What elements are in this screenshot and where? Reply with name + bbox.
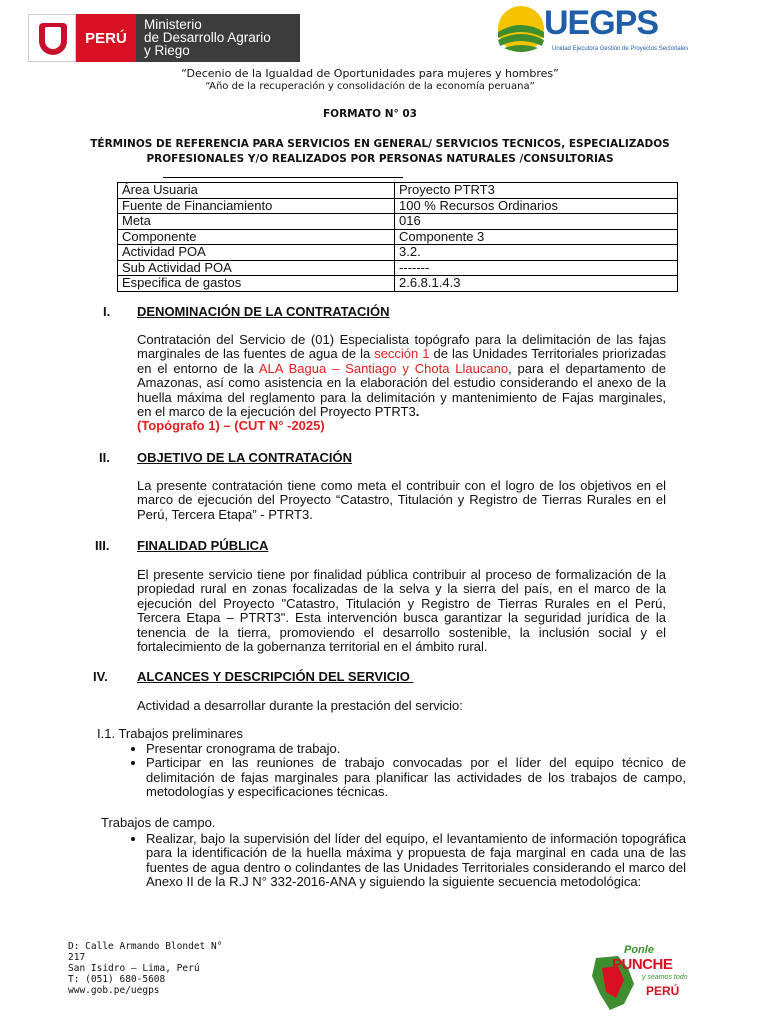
section-3-title: FINALIDAD PÚBLICA [137, 538, 269, 553]
peru-ministry-logo [28, 14, 300, 62]
section-2-text: La presente contratación tiene como meta el contribuir con el logro de los objetivos en el marco de ejecución del Proyecto “Catastro, Titulación y Registro de Tierras Rurales en el Perú, Tercera Etapa” - PTRT3. [137, 478, 666, 522]
ministry-name: Ministerio de Desarrollo Agrario y Riego [136, 14, 300, 62]
uegps-wordmark: UEGPS [544, 4, 659, 42]
section-3-text: El presente servicio tiene por finalidad pública contribuir al proceso de formalización de la propiedad rural en zonas focalizadas de la selva y la sierra del país, en el marco de la ejecución del Proyecto "Catastro, Titulación y Registro de Tierras Rurales en el Perú, Tercera Etapa – PTRT3". Esta intervención busca garantizar la seguridad jurídica de la tenencia de la tierra, promoviendo el desarrollo sostenible, la inclusión social y el fortalecimiento de la gobernanza territorial en el ámbito rural. [137, 567, 666, 655]
list-item: • Realizar, bajo la supervisión del líder del equipo, el levantamiento de información topográfica para la identificación de la huella máxima y propuesta de faja marginal en cada una de las fuentes de agua dentro o colindantes de las Unidades Territoriales considerando el marco del Anexo II de la R.J N° 332-2016-ANA y siguiendo la siguiente secuencia metodológica: [146, 832, 686, 890]
section-1-text: Contratación del Servicio de (01) Especialista topógrafo para la delimitación de las fajas marginales de las fuentes de agua de la sección 1 de las Unidades Territoriales priorizadas en el entorno de la ALA Bagua – Santiago y Chota Llaucano, para el departamento de Amazonas, así como asistencia en la elaboración del estudio considerando el anexo de la huella máxima del reglamento para la delimitación y mantenimiento de Fajas marginales, en el marco de la ejecución del Proyecto PTRT3. (Topógrafo 1) – (CUT N° -2025) [137, 332, 666, 434]
subsection-1-list [126, 742, 686, 800]
table-row: Componente Componente 3 [118, 229, 678, 245]
section-4-title: ALCANCES Y DESCRIPCIÓN DEL SERVICIO [137, 669, 414, 684]
uegps-logo [494, 2, 689, 58]
table-row: Área Usuaria Proyecto PTRT3 [118, 183, 678, 199]
section-1-title: DENOMINACIÓN DE LA CONTRATACIÓN [137, 304, 390, 319]
title-rule [163, 177, 403, 178]
slogan-decade: “Decenio de la Igualdad de Oportunidades para mujeres y hombres” [181, 67, 559, 80]
cut-reference: (Topógrafo 1) – (CUT N° -2025) [137, 418, 325, 434]
uegps-subtitle: Unidad Ejecutora Gestión de Proyectos Sectoriales [552, 46, 689, 52]
slogan-year: “Año de la recuperación y consolidación de la economía peruana” [205, 81, 535, 92]
uegps-emblem-icon [494, 4, 548, 54]
subsection-1-title: I.1. Trabajos preliminares [97, 726, 243, 741]
section-2-title: OBJETIVO DE LA CONTRATACIÓN [137, 450, 352, 465]
section-2-number: II. [99, 450, 110, 465]
section-3-number: III. [95, 538, 110, 553]
section-4-intro: Actividad a desarrollar durante la prestación del servicio: [137, 698, 463, 713]
table-row: Sub Actividad POA ------- [118, 260, 678, 276]
peru-label: PERÚ [76, 14, 136, 62]
section-1-number: I. [103, 304, 111, 319]
section-4-number: IV. [93, 669, 108, 684]
list-item: • Presentar cronograma de trabajo. [146, 742, 686, 756]
ponle-punche-badge: Ponle PUNCHE y seamos todo PERÚ [588, 944, 700, 1014]
subsection-2-list [126, 832, 686, 890]
coat-of-arms-icon [28, 14, 76, 62]
document-title: TÉRMINOS DE REFERENCIA PARA SERVICIOS EN GENERAL/ SERVICIOS TECNICOS, ESPECIALIZADOS PROFESIONALES Y/O REALIZADOS POR PERSONAS NATURALES /CONSULTORIAS [90, 138, 670, 165]
table-row: Especifica de gastos 2.6.8.1.4.3 [118, 276, 678, 292]
form-number: FORMATO N° 03 [323, 108, 417, 120]
table-row: Fuente de Financiamiento 100 % Recursos Ordinarios [118, 198, 678, 214]
subsection-2-title: Trabajos de campo. [101, 815, 216, 830]
footer-address: D: Calle Armando Blondet N° 217 San Isidro – Lima, Perú T: (051) 680-5608 www.gob.pe/uegps [68, 941, 223, 996]
table-row: Actividad POA 3.2. [118, 245, 678, 261]
table-row: Meta 016 [118, 214, 678, 230]
info-table [117, 182, 678, 292]
list-item: • Participar en las reuniones de trabajo convocadas por el líder del equipo técnico de delimitación de fajas marginales para planificar las actividades de los trabajos de campo, metodologías y especificaciones técnicas. [146, 756, 686, 799]
